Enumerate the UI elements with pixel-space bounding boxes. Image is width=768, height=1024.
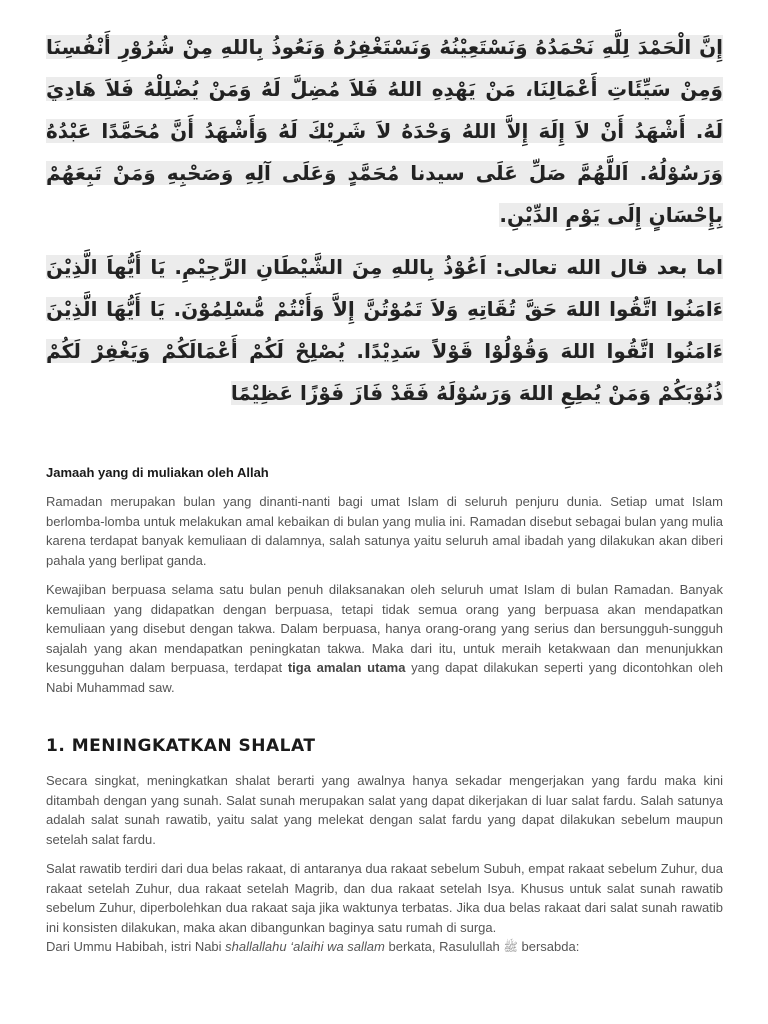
section1-paragraph-3 xyxy=(46,937,723,958)
section1-p3-italic: shallallahu ‘alaihi wa sallam xyxy=(225,939,385,954)
arabic-opening-prayer xyxy=(46,26,723,236)
intro-paragraph-1: Ramadan merupakan bulan yang dinanti-nanti bagi umat Islam di seluruh penjuru dunia. Setiap umat Islam berlomba-lomba untuk melakukan amal kebaikan di bulan yang mulia ini. Ramadan disebut sebagai bulan yang mulia karena terdapat banyak kemuliaan di dalamnya, salah satunya yaitu seluruh amal ibadah yang dilakukan akan diberi pahala yang berlipat ganda. xyxy=(46,494,723,568)
section1-p3-mid: berkata, Rasulullah xyxy=(384,939,504,954)
arabic-verses-text: اما بعد قال الله تعالى: اَعُوْذُ بِاللهِ مِنَ الشَّيْطَانِ الرَّجِيْمِ. يَا أَيُّهاَ الَّذِيْنَ ءَامَنُوا اتَّقُوا اللهَ حَقَّ تُقَاتِهِ وَلاَ تَمُوْتُنَّ إِلاَّ وَأَنْتُمْ مُّسْلِمُوْنَ. يَا أَيُّهَا الَّذِيْنَ ءَامَنُوا اتَّقُوا اللهَ وَقُوْلُوْا قَوْلاً سَدِيْدًا. يُصْلِحْ لَكُمْ أَعْمَالَكُمْ وَيَغْفِرْ لَكُمْ ذُنُوْبَكُمْ وَمَنْ يُطِعِ اللهَ وَرَسُوْلَهُ فَقَدْ فَازَ فَوْزًا عَظِيْمًا xyxy=(46,255,723,405)
intro-paragraph-2-start: Kewajiban berpuasa selama satu bulan penuh dilaksanakan oleh seluruh umat Islam di bulan Ramadan. Banyak kemuliaan yang didapatkan dengan berpuasa, tetapi tidak semua orang yang berpuasa akan mendapatkan kemuliaan yang disebut dengan takwa. Dalam berpuasa, hanya orang-orang yang serius dan bersungguh-sungguh sajalah yang akan mendapatkan peningkatan takwa. Maka dari itu, untuk meraih ketakwaan dan menunjukkan kesungguhan dalam berpuasa, terdapat xyxy=(46,582,723,675)
section1-paragraph-2: Salat rawatib terdiri dari dua belas rakaat, di antaranya dua rakaat sebelum Subuh, empat rakaat sebelum Zuhur, dua rakaat setelah Zuhur, dua rakaat setelah Magrib, dan dua rakaat setelah Isya. Khusus untuk salat sunah rawatib sebelum Zuhur, diperbolehkan dua rakaat saja jika waktunya terbatas. Jika dua belas rakaat dari salat sunah rawatib ini konsisten dilakukan, maka akan dibangunkan baginya satu rumah di surga. xyxy=(46,861,723,935)
section-heading-meningkatkan-shalat: 1. MENINGKATKAN SHALAT xyxy=(46,736,316,756)
section1-p3-start: Dari Ummu Habibah, istri Nabi xyxy=(46,939,226,954)
section1-paragraph-1: Secara singkat, meningkatkan shalat berarti yang awalnya hanya sekadar mengerjakan yang fardu maka kini ditambah dengan yang sunah. Salat sunah merupakan salat yang dapat dikerjakan di luar salat fardu. Salah satunya adalah salat sunah rawatib, yaitu salat yang melekat dengan salat fardu yang dapat dilakukan sebelum maupun setelah salat fardu. xyxy=(46,773,723,847)
intro-paragraph-2 xyxy=(46,580,723,697)
arabic-opening-text: إِنَّ الْحَمْدَ لِلَّهِ نَحْمَدُهُ وَنَسْتَعِيْنُهُ وَنَسْتَغْفِرُهُ وَنَعُوذُ بِاللهِ مِنْ شُرُوْرِ أَنْفُسِنَا وَمِنْ سَيِّئَاتِ أَعْمَالِنَا، مَنْ يَهْدِهِ اللهُ فَلاَ مُضِلَّ لَهُ وَمَنْ يُضْلِلْهُ فَلاَ هَادِيَ لَهُ. أَشْهَدُ أَنْ لاَ إِلَهَ إِلاَّ اللهُ وَحْدَهُ لاَ شَرِيْكَ لَهُ وَأَشْهَدُ أَنَّ مُحَمَّدًا عَبْدُهُ وَرَسُوْلُهُ. اَللَّهُمَّ صَلِّ عَلَى سيدنا مُحَمَّدٍ وَعَلَى آلِهِ وَصَحْبِهِ وَمَنْ تَبِعَهُمْ بِإِحْسَانٍ إِلَى يَوْمِ الدِّيْنِ. xyxy=(46,35,723,227)
arabic-quran-verses xyxy=(46,246,723,414)
section1-p3-end: bersabda: xyxy=(517,939,580,954)
document-page xyxy=(46,26,723,958)
saw-symbol: ﷺ xyxy=(503,940,518,954)
intro-paragraph-2-bold: tiga amalan utama xyxy=(287,660,406,675)
intro-paragraph-2-end: yang dapat dilakukan seperti yang dicontohkan oleh Nabi Muhammad saw. xyxy=(46,660,723,695)
intro-heading: Jamaah yang di muliakan oleh Allah xyxy=(46,465,269,480)
